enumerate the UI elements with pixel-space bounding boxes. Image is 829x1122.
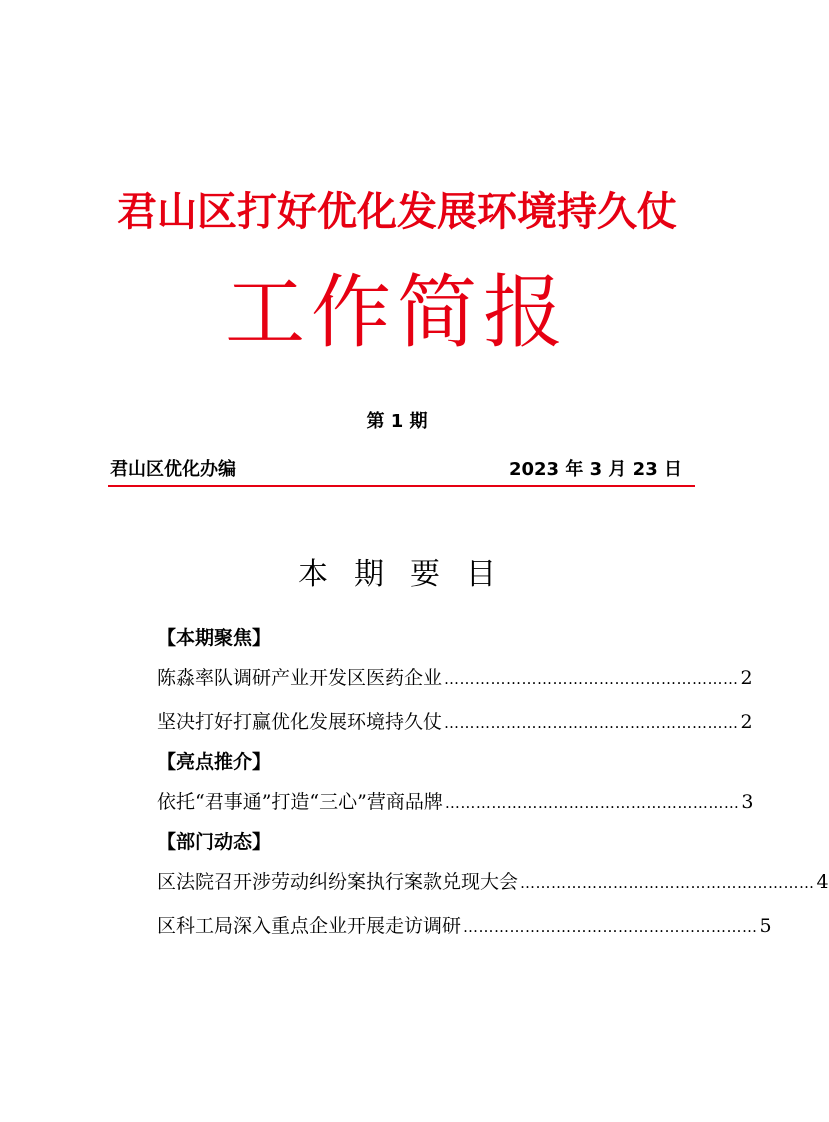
toc-entry[interactable] [157,656,753,700]
toc-leader-dots: ………………………………………………… [444,794,740,812]
toc-entry-title: 依托“君事通”打造“三心”营商品牌 [157,791,443,813]
title-line-2: 工作简报 [225,266,569,359]
toc-entry[interactable] [157,904,772,948]
toc-entry[interactable] [157,700,753,744]
section-head: 【部门动态】 [157,831,272,853]
title-line-1: 君山区打好优化发展环境持久仗 [117,189,677,235]
toc-entry-page: 5 [759,915,772,937]
section-head: 【亮点推介】 [157,751,272,773]
toc-leader-dots: ………………………………………………… [463,918,758,936]
contents-heading: 本期要目 [298,557,522,592]
toc-entry[interactable] [157,860,829,904]
toc-leader-dots: ………………………………………………… [444,714,739,732]
toc-leader-dots: ………………………………………………… [444,670,739,688]
toc-entry-page: 2 [740,667,753,689]
toc-entry-page: 3 [741,791,754,813]
editor-label: 君山区优化办编 [110,459,236,480]
issue-date: 2023 年 3 月 23 日 [508,459,682,480]
red-divider [108,485,695,487]
toc-entry-title: 区法院召开涉劳动纠纷案执行案款兑现大会 [157,871,519,893]
toc-entry[interactable] [157,780,754,824]
toc-entry-page: 4 [816,871,829,893]
toc-entry-title: 坚决打好打赢优化发展环境持久仗 [157,711,443,733]
toc-entry-title: 区科工局深入重点企业开展走访调研 [157,915,462,937]
section-head: 【本期聚焦】 [157,627,272,649]
issue-number: 第 1 期 [366,411,428,432]
table-of-contents [157,620,829,948]
toc-entry-page: 2 [740,711,753,733]
toc-leader-dots: ………………………………………………… [520,874,815,892]
toc-entry-title: 陈淼率队调研产业开发区医药企业 [157,667,443,689]
